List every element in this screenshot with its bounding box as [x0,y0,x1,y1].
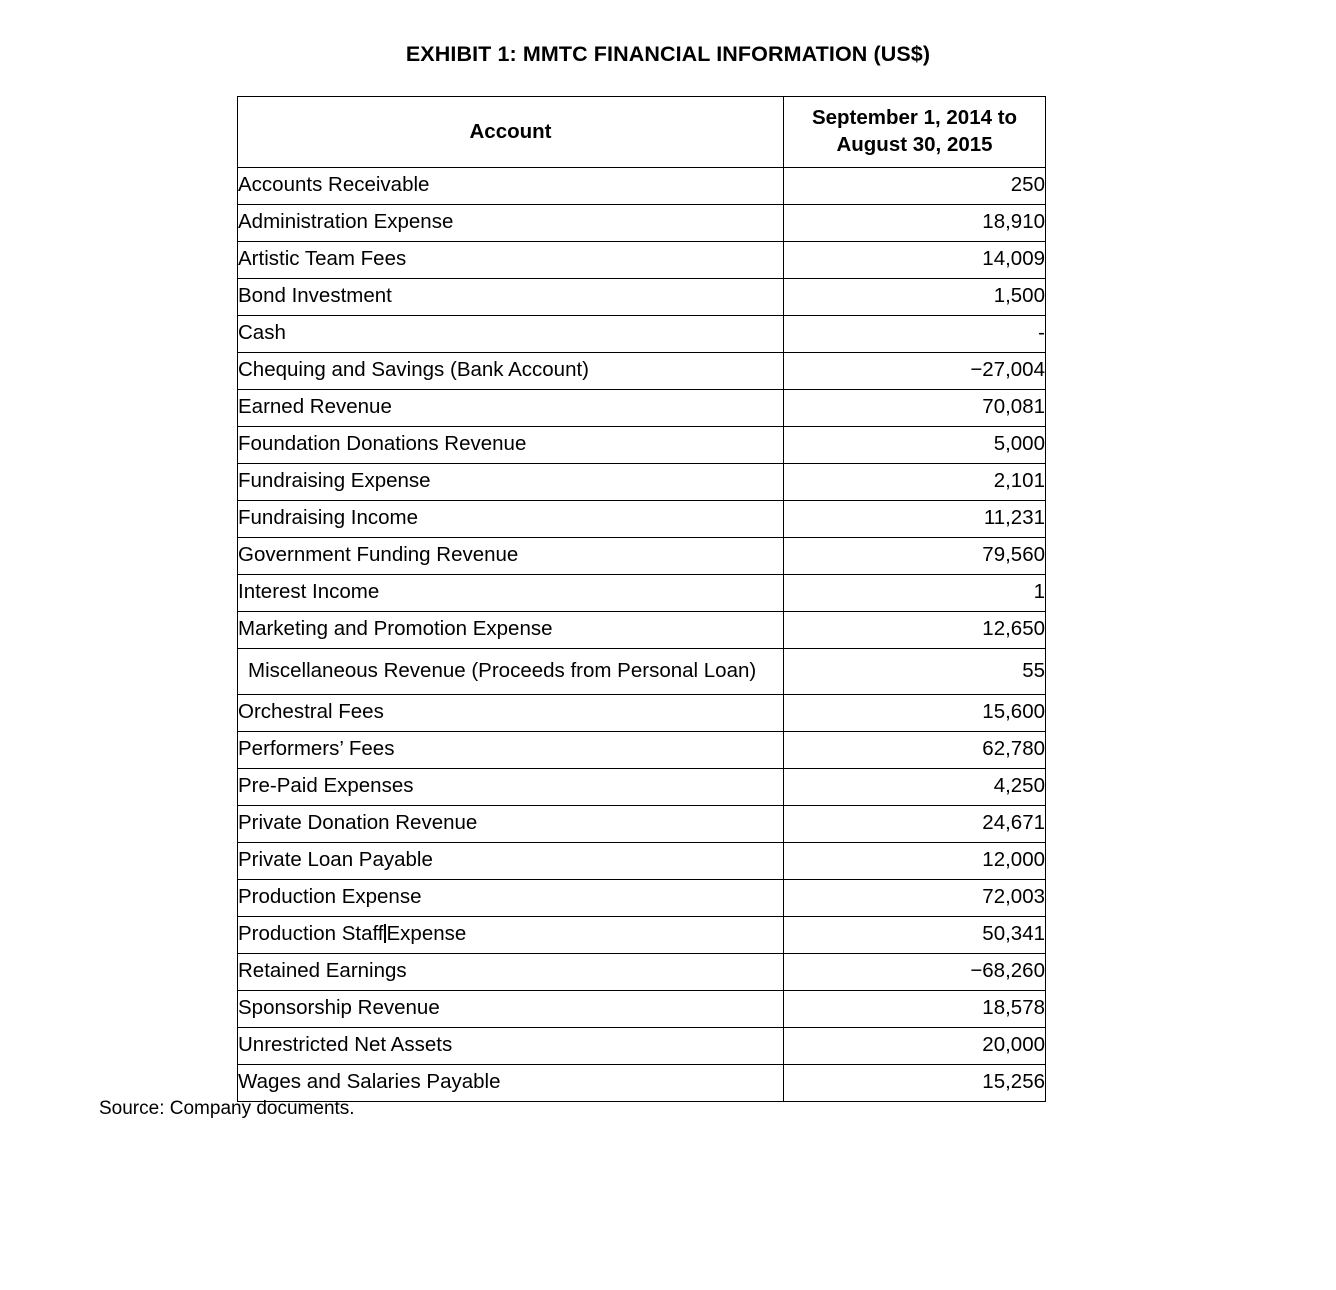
account-name-cell[interactable] [238,916,784,953]
account-value-cell[interactable]: 18,578 [784,990,1046,1027]
financial-table-container [237,96,1045,1102]
account-value-cell[interactable]: 55 [784,648,1046,694]
account-value-cell[interactable]: −27,004 [784,352,1046,389]
account-name-text-before-caret: Production Staff [238,922,384,946]
table-row [238,426,1046,463]
table-row [238,315,1046,352]
account-value-cell[interactable]: 15,256 [784,1064,1046,1101]
text-cursor-caret [384,924,386,943]
period-header-line-1: September 1, 2014 to [811,106,1018,129]
account-name-cell[interactable]: Marketing and Promotion Expense [238,611,784,648]
account-name-cell[interactable]: Private Loan Payable [238,842,784,879]
account-name-cell[interactable]: Production Expense [238,879,784,916]
account-name-cell[interactable]: Chequing and Savings (Bank Account) [238,352,784,389]
account-name-cell[interactable]: Private Donation Revenue [238,805,784,842]
account-value-cell[interactable]: 70,081 [784,389,1046,426]
table-header-row [238,97,1046,168]
table-row [238,537,1046,574]
table-row [238,278,1046,315]
table-row [238,241,1046,278]
account-value-cell[interactable]: 62,780 [784,731,1046,768]
account-name-cell[interactable]: Sponsorship Revenue [238,990,784,1027]
table-row [238,916,1046,953]
account-value-cell[interactable]: 50,341 [784,916,1046,953]
table-row [238,842,1046,879]
account-value-cell[interactable]: 5,000 [784,426,1046,463]
account-name-cell[interactable]: Fundraising Expense [238,463,784,500]
table-row [238,352,1046,389]
table-row [238,389,1046,426]
table-row [238,574,1046,611]
table-row [238,1027,1046,1064]
table-header [238,97,1046,168]
account-value-cell[interactable]: 72,003 [784,879,1046,916]
account-value-cell[interactable]: 4,250 [784,768,1046,805]
table-row [238,648,1046,694]
table-row [238,463,1046,500]
account-name-cell[interactable]: Bond Investment [238,278,784,315]
account-value-cell[interactable]: 14,009 [784,241,1046,278]
account-value-cell[interactable]: 79,560 [784,537,1046,574]
table-row [238,167,1046,204]
account-value-cell[interactable]: 12,650 [784,611,1046,648]
account-name-cell[interactable]: Administration Expense [238,204,784,241]
table-row [238,731,1046,768]
account-name-cell[interactable]: Government Funding Revenue [238,537,784,574]
account-name-cell[interactable]: Artistic Team Fees [238,241,784,278]
account-name-text-after-caret: Expense [386,922,467,946]
source-note: Source: Company documents. [99,1098,355,1119]
account-name-cell[interactable]: Miscellaneous Revenue (Proceeds from Personal Loan) [238,648,784,694]
account-value-cell[interactable]: - [784,315,1046,352]
account-value-cell[interactable]: −68,260 [784,953,1046,990]
account-value-cell[interactable]: 24,671 [784,805,1046,842]
table-row [238,694,1046,731]
account-value-cell[interactable]: 1,500 [784,278,1046,315]
account-value-cell[interactable]: 18,910 [784,204,1046,241]
table-row [238,500,1046,537]
account-name-cell[interactable]: Retained Earnings [238,953,784,990]
account-name-cell[interactable]: Interest Income [238,574,784,611]
account-value-cell[interactable]: 15,600 [784,694,1046,731]
account-value-cell[interactable]: 2,101 [784,463,1046,500]
account-name-cell[interactable]: Pre-Paid Expenses [238,768,784,805]
account-name-cell[interactable]: Unrestricted Net Assets [238,1027,784,1064]
page-title: EXHIBIT 1: MMTC FINANCIAL INFORMATION (US$) [405,42,931,66]
account-name-cell[interactable]: Fundraising Income [238,500,784,537]
account-value-cell[interactable]: 11,231 [784,500,1046,537]
table-row [238,611,1046,648]
account-value-cell[interactable]: 20,000 [784,1027,1046,1064]
account-value-cell[interactable]: 1 [784,574,1046,611]
table-row [238,805,1046,842]
table-row [238,204,1046,241]
table-row [238,990,1046,1027]
account-value-cell[interactable]: 250 [784,167,1046,204]
financial-table [237,96,1046,1102]
account-name-cell[interactable]: Wages and Salaries Payable [238,1064,784,1101]
account-name-cell[interactable]: Performers’ Fees [238,731,784,768]
account-name-cell[interactable]: Accounts Receivable [238,167,784,204]
column-header-account: Account [238,97,784,168]
table-row [238,768,1046,805]
table-row [238,953,1046,990]
account-name-cell[interactable]: Cash [238,315,784,352]
table-body [238,167,1046,1101]
account-name-cell[interactable]: Orchestral Fees [238,694,784,731]
table-row [238,1064,1046,1101]
column-header-period [784,97,1046,168]
account-name-cell[interactable]: Earned Revenue [238,389,784,426]
account-name-cell[interactable]: Foundation Donations Revenue [238,426,784,463]
account-value-cell[interactable]: 12,000 [784,842,1046,879]
period-header-line-2: August 30, 2015 [836,133,993,157]
table-row [238,879,1046,916]
